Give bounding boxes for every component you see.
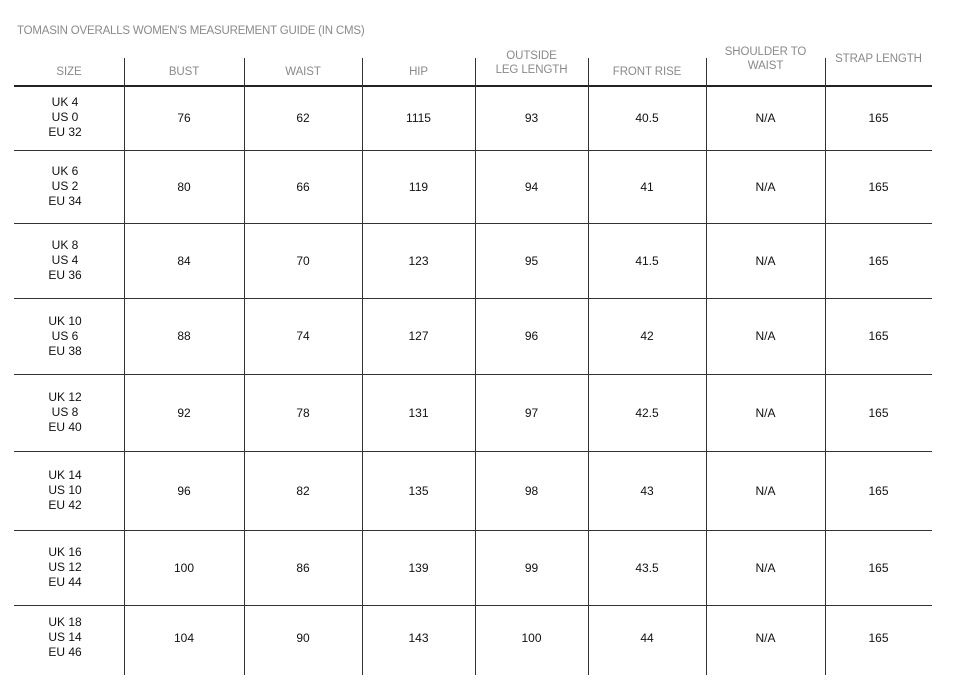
waist-value: 66 xyxy=(296,179,310,194)
bust-value: 76 xyxy=(177,110,191,125)
outside-leg-length-value: 100 xyxy=(521,630,542,645)
hip-value: 143 xyxy=(408,630,429,645)
row-divider xyxy=(14,605,932,606)
front-rise-value: 43.5 xyxy=(635,560,659,575)
size-label: EU 34 xyxy=(48,194,82,208)
shoulder-to-waist-value: N/A xyxy=(755,483,776,498)
hip-value: 135 xyxy=(408,483,429,498)
column-divider xyxy=(825,58,826,675)
size-cell xyxy=(14,298,116,374)
header-outside-leg-length: OUTSIDE LEG LENGTH xyxy=(495,49,568,76)
size-label: US 0 xyxy=(51,110,79,124)
size-label: UK 16 xyxy=(48,545,82,559)
row-divider xyxy=(14,530,932,531)
row-divider xyxy=(14,374,932,375)
outside-leg-length-value: 96 xyxy=(524,329,539,343)
header-front-rise: FRONT RISE xyxy=(612,65,682,78)
waist-value: 86 xyxy=(296,560,310,575)
size-label: EU 40 xyxy=(48,420,82,434)
row-divider xyxy=(14,85,932,87)
size-label: UK 6 xyxy=(51,164,79,178)
shoulder-to-waist-value: N/A xyxy=(755,630,776,645)
bust-value: 80 xyxy=(177,179,191,194)
strap-length-value: 165 xyxy=(868,560,889,575)
outside-leg-length-value: 98 xyxy=(524,483,539,498)
size-label: US 2 xyxy=(51,179,79,193)
strap-length-value: 165 xyxy=(868,253,889,268)
size-cell xyxy=(14,451,116,530)
size-label: EU 42 xyxy=(48,498,82,512)
size-cell xyxy=(14,374,116,451)
bust-value: 92 xyxy=(177,405,191,420)
waist-value: 82 xyxy=(296,483,310,498)
outside-leg-length-value: 94 xyxy=(524,179,539,194)
outside-leg-length-value: 93 xyxy=(524,110,539,125)
waist-value: 78 xyxy=(296,405,310,420)
shoulder-to-waist-value: N/A xyxy=(755,179,776,194)
row-divider xyxy=(14,223,932,224)
shoulder-to-waist-value: N/A xyxy=(755,329,776,343)
column-divider xyxy=(706,58,707,675)
outside-leg-length-value: 97 xyxy=(524,405,539,420)
front-rise-value: 42 xyxy=(640,329,654,343)
row-divider xyxy=(14,451,932,452)
hip-value: 123 xyxy=(408,253,429,268)
front-rise-value: 41.5 xyxy=(635,253,659,268)
outside-leg-length-value: 95 xyxy=(524,253,539,268)
strap-length-value: 165 xyxy=(868,179,889,194)
hip-value: 119 xyxy=(408,179,429,194)
size-cell xyxy=(14,223,116,298)
page-title: TOMASIN OVERALLS WOMEN'S MEASUREMENT GUIDE (IN CMS) xyxy=(17,25,365,37)
waist-value: 62 xyxy=(296,110,310,125)
waist-value: 90 xyxy=(296,630,310,645)
header-hip: HIP xyxy=(409,65,428,78)
size-label: US 8 xyxy=(51,405,79,419)
waist-value: 70 xyxy=(296,253,310,268)
size-label: UK 4 xyxy=(51,95,79,109)
strap-length-value: 165 xyxy=(868,630,889,645)
front-rise-value: 42.5 xyxy=(635,405,659,420)
header-waist: WAIST xyxy=(285,65,321,78)
front-rise-value: 41 xyxy=(640,179,654,194)
hip-value: 127 xyxy=(408,329,429,343)
header-bust: BUST xyxy=(168,65,200,78)
size-label: EU 36 xyxy=(48,268,82,282)
row-divider xyxy=(14,150,932,151)
size-label: UK 14 xyxy=(48,468,82,482)
size-label: UK 18 xyxy=(48,615,82,629)
shoulder-to-waist-value: N/A xyxy=(755,253,776,268)
column-divider xyxy=(124,58,125,675)
size-label: UK 8 xyxy=(51,238,79,252)
bust-value: 100 xyxy=(173,560,195,575)
header-shoulder-to-waist: SHOULDER TO WAIST xyxy=(724,45,807,72)
outside-leg-length-value: 99 xyxy=(524,560,539,575)
size-label: US 14 xyxy=(48,630,82,644)
size-label: EU 46 xyxy=(48,645,82,659)
header-size: SIZE xyxy=(56,65,82,78)
size-label: UK 10 xyxy=(48,313,82,328)
strap-length-value: 165 xyxy=(868,110,889,125)
size-label: US 10 xyxy=(48,483,82,497)
size-label: EU 38 xyxy=(48,343,82,358)
shoulder-to-waist-value: N/A xyxy=(755,560,776,575)
bust-value: 84 xyxy=(177,253,191,268)
shoulder-to-waist-value: N/A xyxy=(755,110,776,125)
column-divider xyxy=(362,58,363,675)
front-rise-value: 40.5 xyxy=(635,110,659,125)
size-label: UK 12 xyxy=(48,390,82,404)
shoulder-to-waist-value: N/A xyxy=(755,405,776,420)
size-cell xyxy=(14,605,116,670)
size-label: EU 44 xyxy=(48,575,82,589)
size-label: EU 32 xyxy=(48,125,82,139)
size-cell xyxy=(14,530,116,605)
strap-length-value: 165 xyxy=(868,483,889,498)
hip-value: 139 xyxy=(408,560,429,575)
strap-length-value: 165 xyxy=(868,405,889,420)
bust-value: 88 xyxy=(177,329,191,343)
front-rise-value: 44 xyxy=(640,630,654,645)
header-strap-length: STRAP LENGTH xyxy=(835,52,922,65)
bust-value: 96 xyxy=(177,483,191,498)
size-label: US 6 xyxy=(51,328,79,343)
size-cell xyxy=(14,150,116,223)
hip-value: 131 xyxy=(408,405,429,420)
column-divider xyxy=(475,58,476,675)
size-label: US 12 xyxy=(48,560,82,574)
waist-value: 74 xyxy=(296,329,310,343)
column-divider xyxy=(588,58,589,675)
size-label: US 4 xyxy=(51,253,79,267)
bust-value: 104 xyxy=(173,630,195,645)
size-cell xyxy=(14,85,116,150)
front-rise-value: 43 xyxy=(640,483,654,498)
column-divider xyxy=(244,58,245,675)
strap-length-value: 165 xyxy=(868,329,889,343)
hip-value: 1115 xyxy=(406,110,431,125)
row-divider xyxy=(14,298,932,299)
